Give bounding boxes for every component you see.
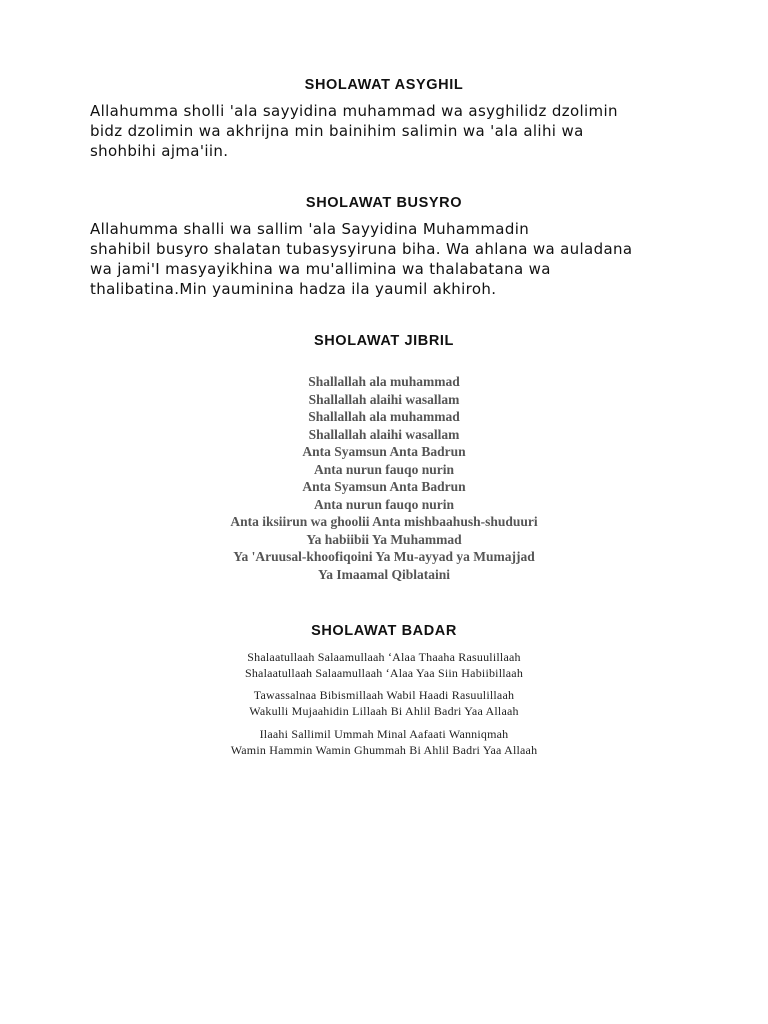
verse-line: Wamin Hammin Wamin Ghummah Bi Ahlil Badri Yaa Allaah xyxy=(230,742,538,757)
heading-asyghil: SHOLAWAT ASYGHIL xyxy=(304,77,464,93)
verse-line: Shallallah ala muhammad xyxy=(308,409,460,424)
verse-line: Anta Syamsun Anta Badrun xyxy=(302,444,466,459)
verse-line: Ya Imaamal Qiblataini xyxy=(317,566,450,582)
text-line: shahibil busyro shalatan tubasysyiruna biha. Wa ahlana wa auladana xyxy=(90,240,633,258)
text-line: shohbihi ajma'iin. xyxy=(90,142,229,160)
verse-line: Shalaatullaah Salaamullaah ‘Alaa Thaaha Rasuulillaah xyxy=(247,650,521,664)
verse-line: Anta iksiirun wa ghoolii Anta mishbaahush-shuduuri xyxy=(230,514,538,529)
verse-line: Wakulli Mujaahidin Lillaah Bi Ahlil Badri Yaa Allaah xyxy=(249,703,519,718)
heading-busyro: SHOLAWAT BUSYRO xyxy=(305,195,463,211)
text-line: Allahumma sholli 'ala sayyidina muhammad wa asyghilidz dzolimin xyxy=(90,102,618,120)
heading-jibril: SHOLAWAT JIBRIL xyxy=(313,333,455,349)
paragraph-asyghil xyxy=(90,101,690,161)
verse-line: Shallallah ala muhammad xyxy=(308,374,460,389)
stanza-badar-3 xyxy=(0,727,768,758)
text-line: wa jami'I masyayikhina wa mu'allimina wa thalabatana wa xyxy=(90,260,551,278)
verse-line: Ya habiibii Ya Muhammad xyxy=(306,531,462,547)
stanza-badar-1 xyxy=(0,650,768,681)
verse-line: Ilaahi Sallimil Ummah Minal Aafaati Wanniqmah xyxy=(259,727,509,741)
text-line: bidz dzolimin wa akhrijna min bainihim salimin wa 'ala alihi wa xyxy=(90,122,584,140)
verse-line: Anta Syamsun Anta Badrun xyxy=(302,479,466,494)
verse-line: Anta nurun fauqo nurin xyxy=(314,461,454,477)
verse-jibril xyxy=(0,373,768,583)
heading-badar: SHOLAWAT BADAR xyxy=(311,623,457,639)
verse-line: Ya 'Aruusal-khoofiqoini Ya Mu-ayyad ya Mumajjad xyxy=(233,549,535,564)
verse-line: Shallallah alaihi wasallam xyxy=(308,391,460,407)
verse-line: Tawassalnaa Bibismillaah Wabil Haadi Rasuulillaah xyxy=(253,688,515,702)
verse-line: Shalaatullaah Salaamullaah ‘Alaa Yaa Siin Habiibillaah xyxy=(244,665,524,680)
verse-line: Shallallah alaihi wasallam xyxy=(308,426,460,442)
verse-line: Anta nurun fauqo nurin xyxy=(314,496,454,512)
text-line: Allahumma shalli wa sallim 'ala Sayyidina Muhammadin xyxy=(90,220,530,238)
stanza-badar-2 xyxy=(0,688,768,719)
text-line: thalibatina.Min yauminina hadza ila yaumil akhiroh. xyxy=(90,280,497,298)
paragraph-busyro xyxy=(90,219,690,299)
